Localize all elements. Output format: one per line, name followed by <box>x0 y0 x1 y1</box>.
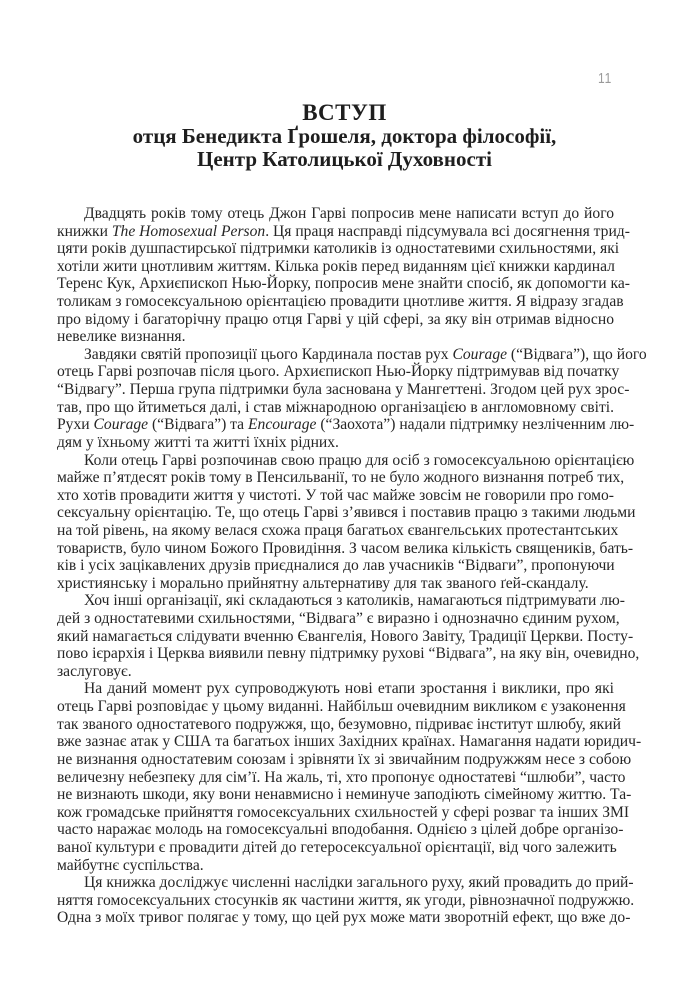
text-line: Теренс Кук, Архиєпископ Нью-Йорку, попросив мене знайти спосіб, як допомогти ка- <box>57 275 630 293</box>
text-line: цяти років душпастирської підтримки католиків із одностатевими схильностями, які <box>57 240 620 258</box>
text-line: отець Гарві розпочав після цього. Архиєпископ Нью-Йорку підтримував від початку <box>57 363 620 381</box>
text-line: хотіли жити цнотливим життям. Кілька років перед виданням цієї книжки кардинал <box>57 257 615 275</box>
text-line: ваної культури є провадити дітей до гетеросексуальної орієнтації, від чого залежить <box>57 838 617 856</box>
paragraph <box>57 874 635 927</box>
text-line: який намагається слідувати вченню Євангелія, Нового Завіту, Традиції Церкви. Посту- <box>57 627 634 645</box>
text-line: толикам з гомосексуальною орієнтацією провадити цнотливе життя. Я відразу згадав <box>57 293 624 311</box>
text-line: так званого одностатевого подружжя, що, безумовно, підриває інститут шлюбу, який <box>57 715 621 733</box>
text-line: хто хотів провадити життя у чистоті. У той час майже зовсім не говорили про гомо- <box>57 486 614 504</box>
paragraph <box>57 680 642 874</box>
text-line: вже зазнає атак у США та багатьох інших Західних країнах. Намагання надати юридич- <box>57 733 642 751</box>
text-line: отець Гарві розповідає у цьому виданні. Найбільш очевидним викликом є узаконення <box>57 698 626 716</box>
text-line: Одна з моїх тривог полягає у тому, що цей рух може мати зворотній ефект, що вже до- <box>57 909 631 927</box>
text-line: кож громадське прийняття гомосексуальних схильностей у сфері розваг та інших ЗМІ <box>57 803 630 821</box>
text-line: “Відвагу”. Перша група підтримки була заснована у Мангеттені. Згодом цей рух зрос- <box>57 381 630 399</box>
text-line: пово ієрархія і Церква виявили певну підтримку рухові “Відвага”, на яку він, очевидно, <box>57 645 640 663</box>
text-line: майбутнє суспільства. <box>57 856 204 874</box>
paragraph <box>57 592 640 680</box>
text-line: Хоч інші організації, які складаються з католиків, намагаються підтримувати лю- <box>84 592 625 610</box>
text-line: дей з одностатевими схильностями, “Відвага” є виразно і однозначно єдиним рухом, <box>57 610 620 628</box>
text-line: Ця книжка досліджує численні наслідки загального руху, який провадить до прий- <box>84 874 634 892</box>
page-number: 11 <box>598 70 613 87</box>
text-line: Двадцять років тому отець Джон Гарві попросив мене написати вступ до його <box>84 205 614 222</box>
text-line: християнську і морально прийнятну альтернативу для так званого ґей-скандалу. <box>57 574 589 592</box>
italic-title: Courage <box>452 345 508 363</box>
text-line: не визнають шкоди, яку вони ненавмисно і неминуче заподіють сімейному життю. Та- <box>57 786 632 804</box>
text-line: ків і усіх зацікавлених друзів приєдналися до лав учасників “Відваги”, пропонуючи <box>57 557 615 575</box>
text-line: Рухи Courage (“Відвага”) та Encourage (“Заохота”) надали підтримку незліченним лю- <box>57 416 635 434</box>
text-line: величезну небезпеку для сім’ї. На жаль, ті, хто пропонує одностатеві “шлюби”, часто <box>57 768 626 786</box>
text-line: не визнання одностатевим союзам і зрівняти їх зі звичайним подружжям несе з собою <box>57 750 632 768</box>
italic-title: The Homosexual Person <box>111 222 266 240</box>
chapter-author-line: отця Бенедикта Ґрошеля, доктора філософії, <box>132 124 557 148</box>
text-line: заслуговує. <box>57 662 132 680</box>
text-line: товариств, було чином Божого Провидіння. З часом велика кількість священиків, бать- <box>57 539 634 557</box>
paragraph <box>57 451 636 593</box>
text-line: На даний момент рух супроводжують нові етапи зростання і виклики, про які <box>84 680 614 698</box>
text-line: книжки The Homosexual Person. Ця праця насправді підсумувала всі досягнення трид- <box>57 222 630 240</box>
text-line: Завдяки святій пропозиції цього Кардинала постав рух Courage (“Відвага”), що його <box>84 345 647 363</box>
text-line: дям у їхньому житті та житті їхніх рідних. <box>57 433 339 451</box>
italic-title: Courage <box>93 416 149 434</box>
body-text <box>57 205 647 927</box>
text-line: тав, про що йтиметься далі, і став міжнародною організацією в англомовному світі. <box>57 398 614 416</box>
text-line: Коли отець Гарві розпочинав свою працю для осіб з гомосексуальною орієнтацією <box>84 451 635 469</box>
text-line: про відому і багаторічну працю отця Гарві у цій сфері, за яку він отримав відносно <box>57 310 614 328</box>
chapter-affiliation-line: Центр Католицької Духовності <box>197 147 492 171</box>
text-line: часто наражає молодь на гомосексуальні вподобання. Однією з цілей добре організо- <box>57 821 624 839</box>
text-line: на той рівень, на якому велася схожа праця багатьох євангельських протестантських <box>57 521 619 539</box>
italic-title: Encourage <box>248 416 317 434</box>
chapter-title: ВСТУП <box>302 100 387 125</box>
text-line: няття гомосексуальних стосунків як частини життя, як угоди, рівнозначної подружжю. <box>57 891 635 909</box>
paragraph <box>57 345 647 452</box>
text-line: майже п’ятдесят років тому в Пенсильванії, то не було жодного визнання потреб тих, <box>57 469 625 487</box>
paragraph <box>57 205 630 346</box>
text-line: сексуальну орієнтацію. Те, що отець Гарві з’явився і поставив працю з такими людьми <box>57 504 636 522</box>
text-line: невелике визнання. <box>57 328 186 346</box>
